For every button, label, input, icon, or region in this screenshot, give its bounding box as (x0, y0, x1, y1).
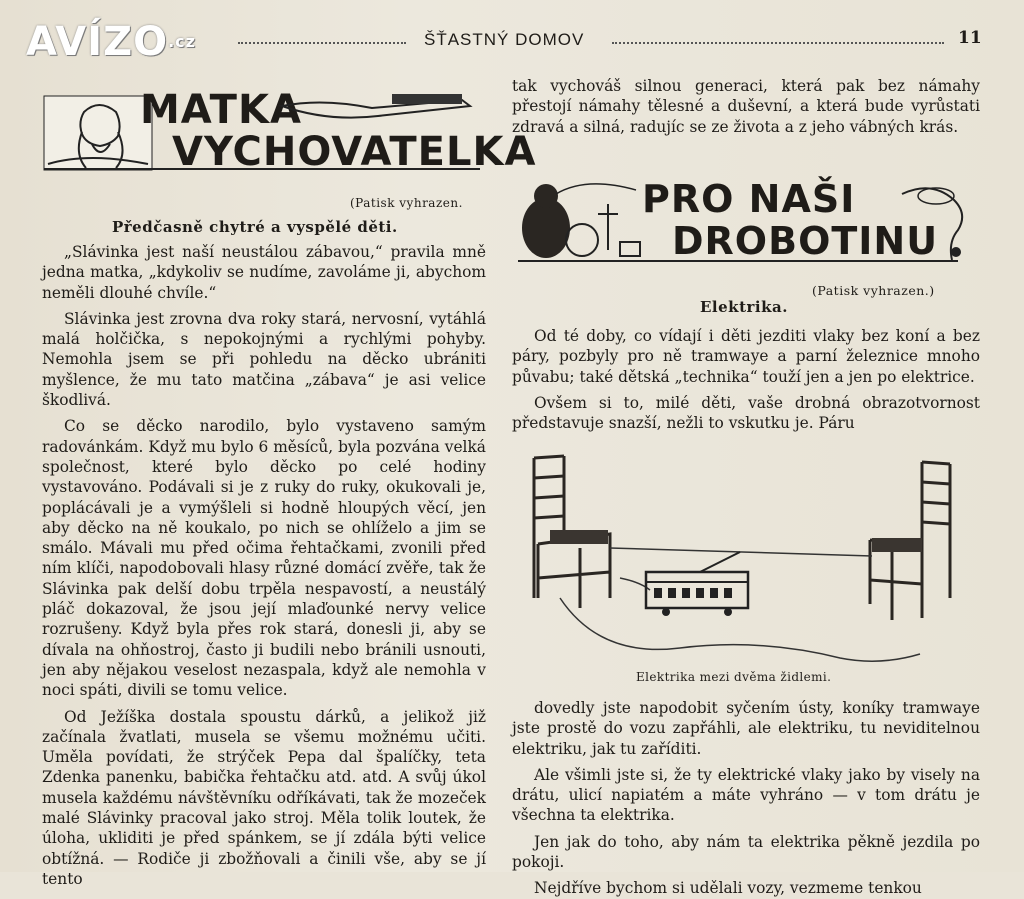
floral-ornament-icon (896, 182, 976, 264)
left-copyright: (Patisk vyhrazen. (350, 196, 463, 210)
paragraph: tak vychováš silnou generaci, která pak bez námahy přestojí námahy tělesné a duševní, a která bude vyrůstati zdravá a silná, radujíc se ze života a z jeho vábných krás. (512, 77, 980, 136)
paragraph: Jen jak do toho, aby nám ta elektrika pěkně jezdila po pokoji. (512, 832, 980, 872)
watermark-logo: AVÍZO.cz (26, 19, 196, 65)
paragraph: „Slávinka jest naší neustálou zábavou,“ pravila mně jedna matka, „kdykoliv se nudíme, zavoláme ji, abychom neměli dlouhé chvíle.“ (42, 243, 486, 302)
paragraph: dovedly jste napodobit syčením ústy, koníky tramwaye jste prostě do vozu zapřáhli, ale elektriku, tu neviditelnou elektriku, jak tu zaříditi. (512, 699, 980, 758)
header-ornament-left (238, 42, 406, 44)
left-title-rule (44, 168, 480, 170)
right-text-after-figure (512, 698, 980, 898)
pen-ornament-icon (272, 88, 482, 128)
old-man-portrait-icon (44, 92, 154, 172)
paragraph: Ale všimli jste si, že ty elektrické vlaky jako by visely na drátu, ulicí napiatém a máte vyhráno — v tom drátu je všechna ta elektrika. (512, 765, 980, 825)
paragraph: Ovšem si to, milé děti, vaše drobná obrazotvornost představuje snazší, nežli to vskutku je. Páru (512, 393, 980, 433)
tram-between-chairs-figure (520, 448, 970, 666)
paragraph: Slávinka jest zrovna dva roky stará, nervosní, vytáhlá malá holčička, s nepokojnými a rychlými pohyby. Nemohla jsem se při pohledu na děcko ubrániti myšlence, že mu tato matčina „zábava“ je asi velice škodlivá. (42, 309, 486, 410)
paragraph: Co se děcko narodilo, bylo vystaveno samým radovánkám. Když mu bylo 6 měsíců, byla pozvána velká společnost, které bylo děcko po celé hodiny vystavováno. Podávali si je z ruky do ruky, okukovali je, poplácávali je a vymýšleli si hodně hloupých věcí, jen aby děcko na ně koukalo, po nich se ohlíželo a jim se smálo. Mávali mu před očima řehtačkami, zvonili před ním klíči, napodobovali hlasy různé domácí zvěře, tak že Slávinka pak delší dobu trpěla nespavostí, a neustálý pláč dokazoval, že jsou její mlaďounké nervy velice rozrušeny. Když byla přes rok stará, donesli ji, aby se dívala na ohňostroj, často ji budili nebo bránili usnouti, jen aby nějakou veselost nezaspala, když ale nemohla v noci spáti, divili se tomu velice. (42, 417, 486, 700)
bear-toys-illustration (516, 178, 646, 264)
right-article-title-line2: DROBOTINU (672, 219, 939, 263)
header-ornament-right (612, 42, 944, 44)
paragraph: Od té doby, co vídají i děti jezditi vlaky bez koní a bez páry, pozbyly pro ně tramwaye a parní železnice mnoho půvabu; také dětská „technika“ touží jen a jen po elektrice. (512, 327, 980, 386)
right-continuation-text (512, 76, 980, 143)
magazine-title: ŠŤASTNÝ DOMOV (424, 30, 585, 49)
right-article-title-line1: PRO NAŠI (642, 177, 856, 221)
figure-caption: Elektrika mezi dvěma židlemi. (636, 670, 832, 684)
right-title-rule (518, 260, 958, 262)
right-copyright: (Patisk vyhrazen.) (812, 283, 935, 298)
left-text-column (42, 242, 486, 888)
right-text-before-figure (512, 326, 980, 433)
page-number: 11 (958, 28, 982, 48)
paragraph: Od Ježíška dostala spoustu dárků, a jelikož již začínala žvatlati, musela se všemu možnému učiti. Uměla povídati, že strýček Pepa dal špalíčky, teta Zdenka panenku, babička řehtačku atd. atd. A svůj úkol musela každému návštěvníku odříkávati, tak že mozeček malé Slávinky pracoval jako stroj. Měla tolik loutek, že úloha, ukliditi je před spánkem, se jí zdála býti velice obtížná. — Rodiče ji zbožňovali a činili vše, aby se jí tento (42, 707, 486, 888)
left-article-title-line2: VYCHOVATELKA (172, 129, 537, 175)
paragraph: Nejdříve bychom si udělali vozy, vezmeme tenkou (534, 879, 922, 898)
right-subtitle: Elektrika. (700, 298, 788, 316)
left-article-title-line1: MATKA (140, 87, 302, 133)
left-subtitle: Předčasně chytré a vyspělé děti. (112, 218, 398, 236)
